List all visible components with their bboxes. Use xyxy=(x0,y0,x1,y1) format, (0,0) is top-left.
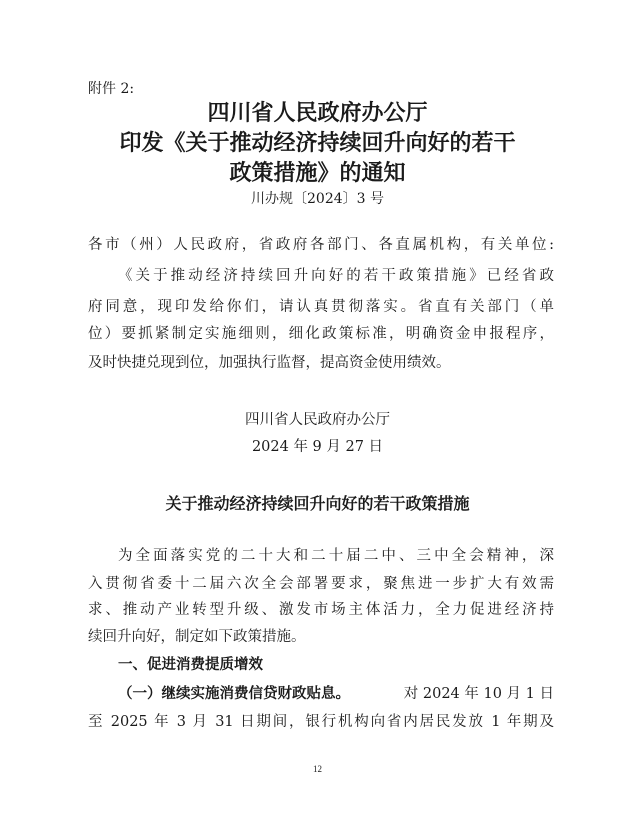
issue-date: 2024 年 9 月 27 日 xyxy=(251,439,384,455)
item-1-heading: （一）继续实施消费信贷财政贴息。 xyxy=(118,685,350,702)
intro-line: 求、推动产业转型升级、激发市场主体活力，全力促进经济持 xyxy=(88,602,554,618)
notice-body-line: 《关于推动经济持续回升向好的若干政策措施》已经省政 xyxy=(118,268,554,284)
issuer-signature: 四川省人民政府办公厅 xyxy=(245,412,390,428)
notice-body-line: 位）要抓紧制定实施细则，细化政策标准，明确资金申报程序， xyxy=(88,326,554,342)
page-number: 12 xyxy=(313,764,322,774)
section-heading: 一、促进消费提质增效 xyxy=(118,656,263,673)
notice-title-line-3: 政策措施》的通知 xyxy=(229,160,406,186)
intro-line: 为全面落实党的二十大和二十届二中、三中全会精神，深 xyxy=(118,548,554,564)
intro-line: 入贯彻省委十二届六次全会部署要求，聚焦进一步扩大有效需 xyxy=(88,576,554,592)
notice-title-line-2: 印发《关于推动经济持续回升向好的若干 xyxy=(119,130,516,156)
recipients-line: 各市（州）人民政府，省政府各部门、各直属机构，有关单位: xyxy=(88,237,554,253)
document-number: 川办规〔2024〕3 号 xyxy=(251,191,384,207)
intro-line: 续回升向好，制定如下政策措施。 xyxy=(88,629,306,645)
attachment-label: 附件 2: xyxy=(88,81,135,97)
notice-body-line: 及时快捷兑现到位，加强执行监督，提高资金使用绩效。 xyxy=(88,355,451,371)
measures-title: 关于推动经济持续回升向好的若干政策措施 xyxy=(165,494,470,513)
item-1-line-1 xyxy=(118,682,554,703)
item-1-text: 对 2024 年 10 月 1 日 xyxy=(403,686,554,702)
item-1-line-2: 至 2025 年 3 月 31 日期间，银行机构向省内居民发放 1 年期及 xyxy=(88,714,554,730)
notice-title-line-1: 四川省人民政府办公厅 xyxy=(207,100,428,126)
notice-body-line: 府同意，现印发给你们，请认真贯彻落实。省直有关部门（单 xyxy=(88,299,554,315)
